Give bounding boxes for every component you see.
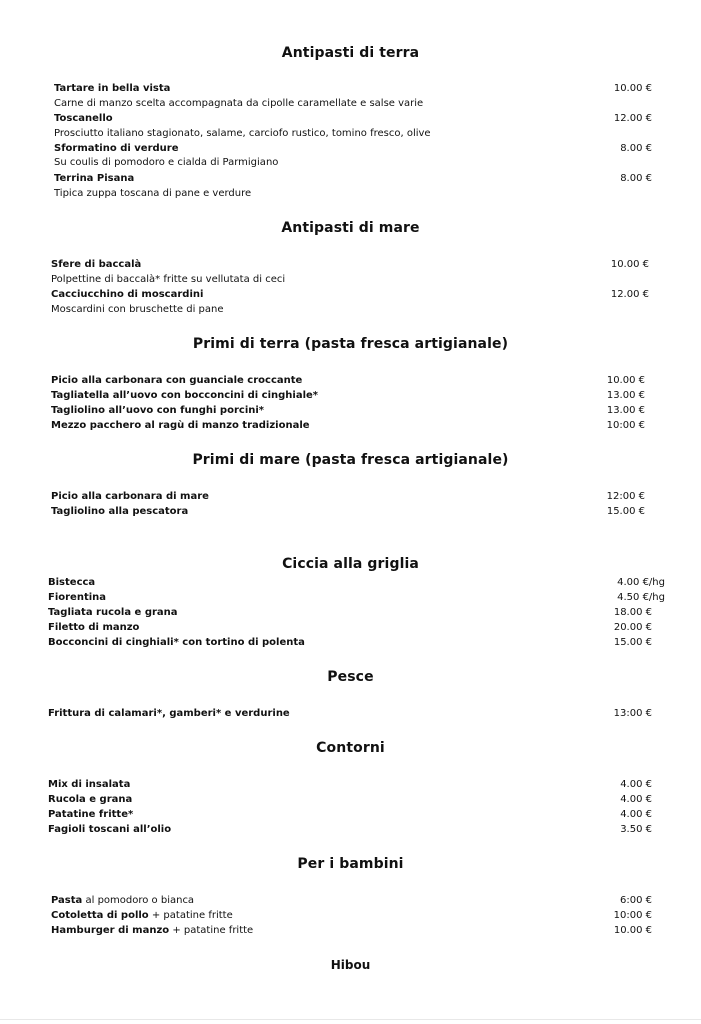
section-title-pesce: Pesce bbox=[327, 669, 374, 685]
item-extra: al pomodoro o bianca bbox=[85, 895, 195, 906]
item-name: Patatine fritte* bbox=[48, 809, 134, 820]
menu-item bbox=[48, 822, 652, 837]
item-name: Sformatino di verdure bbox=[54, 143, 179, 154]
item-name-group bbox=[51, 923, 253, 938]
menu-item bbox=[54, 141, 652, 156]
item-name-group bbox=[51, 893, 194, 908]
item-description bbox=[54, 126, 652, 141]
section-title-primi-terra: Primi di terra (pasta fresca artigianale) bbox=[192, 336, 509, 352]
item-price: 4.00 € bbox=[620, 779, 652, 790]
item-name: Tagliolino all’uovo con funghi porcini* bbox=[51, 405, 265, 416]
menu-item bbox=[51, 418, 645, 433]
menu-item bbox=[51, 893, 652, 908]
item-desc: Polpettine di baccalà* fritte su vellutata di ceci bbox=[51, 274, 286, 285]
section-title-antipasti-terra: Antipasti di terra bbox=[281, 45, 420, 61]
item-price: 10:00 € bbox=[613, 910, 652, 921]
item-price: 4.50 €/hg bbox=[617, 592, 665, 603]
section-title-primi-mare: Primi di mare (pasta fresca artigianale) bbox=[192, 452, 509, 468]
item-desc: Carne di manzo scelta accompagnata da cipolle caramellate e salse varie bbox=[54, 98, 424, 109]
menu-item bbox=[48, 605, 652, 620]
menu-item bbox=[51, 373, 645, 388]
item-description bbox=[51, 302, 649, 317]
section-title-bambini: Per i bambini bbox=[297, 856, 404, 872]
item-price: 12:00 € bbox=[606, 491, 645, 502]
section-title-antipasti-mare: Antipasti di mare bbox=[281, 220, 420, 236]
menu-item bbox=[51, 257, 649, 272]
item-name: Tagliata rucola e grana bbox=[48, 607, 178, 618]
item-price: 13:00 € bbox=[613, 708, 652, 719]
item-name: Terrina Pisana bbox=[54, 173, 135, 184]
item-name: Pasta bbox=[51, 895, 83, 906]
menu-item bbox=[51, 908, 652, 923]
menu-item bbox=[48, 590, 665, 605]
menu-item bbox=[51, 489, 645, 504]
item-name: Bistecca bbox=[48, 577, 96, 588]
item-price: 10.00 € bbox=[606, 375, 645, 386]
menu-item bbox=[48, 777, 652, 792]
item-name: Frittura di calamari*, gamberi* e verdurine bbox=[48, 708, 290, 719]
item-price: 18.00 € bbox=[613, 607, 652, 618]
item-desc: Tipica zuppa toscana di pane e verdure bbox=[54, 188, 252, 199]
menu-item bbox=[48, 706, 652, 721]
item-price: 8.00 € bbox=[620, 173, 652, 184]
item-name: Fagioli toscani all’olio bbox=[48, 824, 172, 835]
item-name: Fiorentina bbox=[48, 592, 107, 603]
item-extra: + patatine fritte bbox=[172, 925, 254, 936]
item-name: Bocconcini di cinghiali* con tortino di polenta bbox=[48, 637, 305, 648]
item-price: 10.00 € bbox=[613, 83, 652, 94]
menu-item bbox=[48, 792, 652, 807]
menu-item bbox=[54, 81, 652, 96]
item-name: Mix di insalata bbox=[48, 779, 131, 790]
menu-item bbox=[51, 287, 649, 302]
menu-item bbox=[51, 504, 645, 519]
menu-item bbox=[54, 111, 652, 126]
item-name: Cacciucchino di moscardini bbox=[51, 289, 204, 300]
section-title-contorni: Contorni bbox=[316, 740, 385, 756]
menu-item bbox=[48, 620, 652, 635]
item-price: 8.00 € bbox=[620, 143, 652, 154]
item-price: 15.00 € bbox=[606, 506, 645, 517]
item-price: 4.00 € bbox=[620, 794, 652, 805]
item-price: 10.00 € bbox=[610, 259, 649, 270]
item-name: Rucola e grana bbox=[48, 794, 133, 805]
restaurant-name-footer: Hibou bbox=[330, 958, 371, 972]
item-description bbox=[51, 272, 649, 287]
item-name: Picio alla carbonara di mare bbox=[51, 491, 209, 502]
item-desc: Su coulis di pomodoro e cialda di Parmigiano bbox=[54, 157, 279, 168]
item-name: Toscanello bbox=[54, 113, 113, 124]
menu-item bbox=[48, 575, 665, 590]
item-name: Filetto di manzo bbox=[48, 622, 140, 633]
menu-item bbox=[48, 635, 652, 650]
item-name: Mezzo pacchero al ragù di manzo tradizionale bbox=[51, 420, 310, 431]
item-name: Hamburger di manzo bbox=[51, 925, 170, 936]
item-price: 13.00 € bbox=[606, 405, 645, 416]
item-desc: Prosciutto italiano stagionato, salame, carciofo rustico, tomino fresco, olive bbox=[54, 128, 431, 139]
item-name: Tartare in bella vista bbox=[54, 83, 171, 94]
item-price: 3.50 € bbox=[620, 824, 652, 835]
item-price: 13.00 € bbox=[606, 390, 645, 401]
item-name: Tagliatella all’uovo con bocconcini di cinghiale* bbox=[51, 390, 319, 401]
item-price: 12.00 € bbox=[613, 113, 652, 124]
item-description bbox=[54, 186, 652, 201]
item-price: 15.00 € bbox=[613, 637, 652, 648]
menu-item bbox=[51, 388, 645, 403]
menu-item bbox=[51, 923, 652, 938]
item-description bbox=[54, 155, 652, 170]
section-title-ciccia: Ciccia alla griglia bbox=[282, 556, 419, 572]
item-price: 12.00 € bbox=[610, 289, 649, 300]
item-name: Sfere di baccalà bbox=[51, 259, 142, 270]
page-edge-divider bbox=[0, 1019, 701, 1020]
item-name: Picio alla carbonara con guanciale croccante bbox=[51, 375, 303, 386]
item-price: 10.00 € bbox=[613, 925, 652, 936]
item-desc: Moscardini con bruschette di pane bbox=[51, 304, 224, 315]
item-price: 4.00 € bbox=[620, 809, 652, 820]
item-description bbox=[54, 96, 652, 111]
item-extra: + patatine fritte bbox=[151, 910, 233, 921]
item-price: 10:00 € bbox=[606, 420, 645, 431]
item-name-group bbox=[51, 908, 233, 923]
item-name: Cotoletta di pollo bbox=[51, 910, 149, 921]
menu-item bbox=[54, 171, 652, 186]
menu-item bbox=[51, 403, 645, 418]
menu-item bbox=[48, 807, 652, 822]
item-price: 20.00 € bbox=[613, 622, 652, 633]
item-price: 6:00 € bbox=[620, 895, 652, 906]
item-name: Tagliolino alla pescatora bbox=[51, 506, 189, 517]
item-price: 4.00 €/hg bbox=[617, 577, 665, 588]
